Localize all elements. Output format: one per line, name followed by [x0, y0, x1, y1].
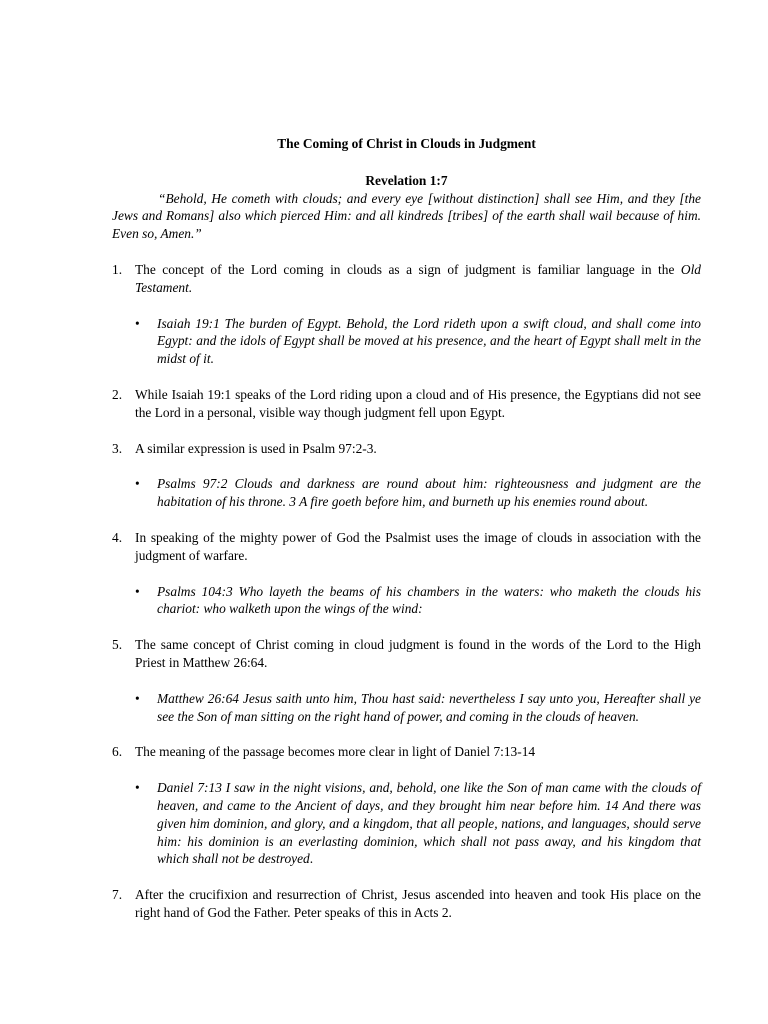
scripture-quote — [135, 315, 701, 368]
list-item — [112, 886, 701, 922]
bullet-icon: • — [135, 476, 140, 492]
quote-text: Psalms 104:3 Who layeth the beams of his chambers in the waters: who maketh the clouds his chariot: who walketh upon the wings of the wind: — [157, 583, 701, 617]
bullet-icon: • — [135, 690, 140, 706]
item-text: A similar expression is used in Psalm 97:2-3. — [135, 440, 377, 456]
item-text: After the crucifixion and resurrection of Christ, Jesus ascended into heaven and took His place on the right hand of God the Father. Peter speaks of this in Acts 2. — [135, 887, 701, 920]
list-item — [112, 261, 701, 368]
quote-text: Psalms 97:2 Clouds and darkness are round about him: righteousness and judgment are the habitation of his throne. 3 A fire goeth before him, and burneth up his enemies round about. — [157, 476, 701, 510]
quote-text: Daniel 7:13 I saw in the night visions, and, behold, one like the Son of man came with the clouds of heaven, and came to the Ancient of days, and they brought him near before him. 14 And there was given him dominion, and glory, and a kingdom, that all people, nations, and languages, should serve him: his dominion is an everlasting dominion, which shall not pass away, and his kingdom that which shall not be destroyed. — [157, 780, 701, 867]
item-text: The concept of the Lord coming in clouds as a sign of judgment is familiar language in the Old Testament. — [135, 261, 701, 295]
quote-tail: . — [309, 851, 314, 867]
scripture-quote — [135, 779, 701, 868]
item-text: The same concept of Christ coming in cloud judgment is found in the words of the Lord to the High Priest in Matthew 26:64. — [135, 637, 701, 670]
list-item — [112, 636, 701, 725]
document-title: The Coming of Christ in Clouds in Judgment — [277, 136, 536, 151]
scripture-quote-list — [135, 475, 701, 511]
item-number: 5. — [112, 637, 123, 653]
item-text: The meaning of the passage becomes more clear in light of Daniel 7:13-14 — [135, 744, 536, 760]
bullet-icon: • — [135, 315, 140, 331]
bullet-icon: • — [135, 780, 140, 796]
list-item — [112, 529, 701, 618]
list-item — [112, 386, 701, 422]
item-number: 1. — [112, 261, 123, 277]
item-number: 7. — [112, 887, 123, 903]
epigraph-quote: “Behold, He cometh with clouds; and every eye [without distinction] shall see Him, and they [the Jews and Romans] also which pierced Him: and all kindreds [tribes] of the earth shall wail because of him. Even so, Amen.” — [112, 190, 701, 242]
scripture-quote-list — [135, 779, 701, 868]
scripture-quote — [135, 475, 701, 511]
item-text: While Isaiah 19:1 speaks of the Lord riding upon a cloud and of His presence, the Egyptians did not see the Lord in a personal, visible way though judgment fell upon Egypt. — [135, 386, 701, 420]
numbered-points-list — [112, 261, 701, 922]
quote-text: Isaiah 19:1 The burden of Egypt. Behold, the Lord rideth upon a swift cloud, and shall come into Egypt: and the idols of Egypt shall be moved at his presence, and the heart of Egypt shall melt in the midst of it. — [157, 315, 701, 367]
scripture-quote — [135, 583, 701, 619]
scripture-quote-list — [135, 583, 701, 619]
item-number: 3. — [112, 440, 123, 456]
document-subtitle: Revelation 1:7 — [365, 172, 448, 188]
item-number: 6. — [112, 744, 123, 760]
list-item — [112, 743, 701, 868]
item-number: 4. — [112, 529, 123, 545]
item-text: In speaking of the mighty power of God the Psalmist uses the image of clouds in association with the judgment of warfare. — [135, 529, 701, 563]
quote-text: Matthew 26:64 Jesus saith unto him, Thou hast said: nevertheless I say unto you, Hereafter shall ye see the Son of man sitting on the right hand of power, and coming in the clouds of heaven. — [157, 690, 701, 724]
item-text-italic: Old Testament. — [135, 261, 701, 295]
scripture-quote-list — [135, 690, 701, 726]
scripture-quote — [135, 690, 701, 726]
item-number: 2. — [112, 386, 123, 402]
bullet-icon: • — [135, 583, 140, 599]
list-item — [112, 440, 701, 511]
scripture-quote-list — [135, 315, 701, 368]
